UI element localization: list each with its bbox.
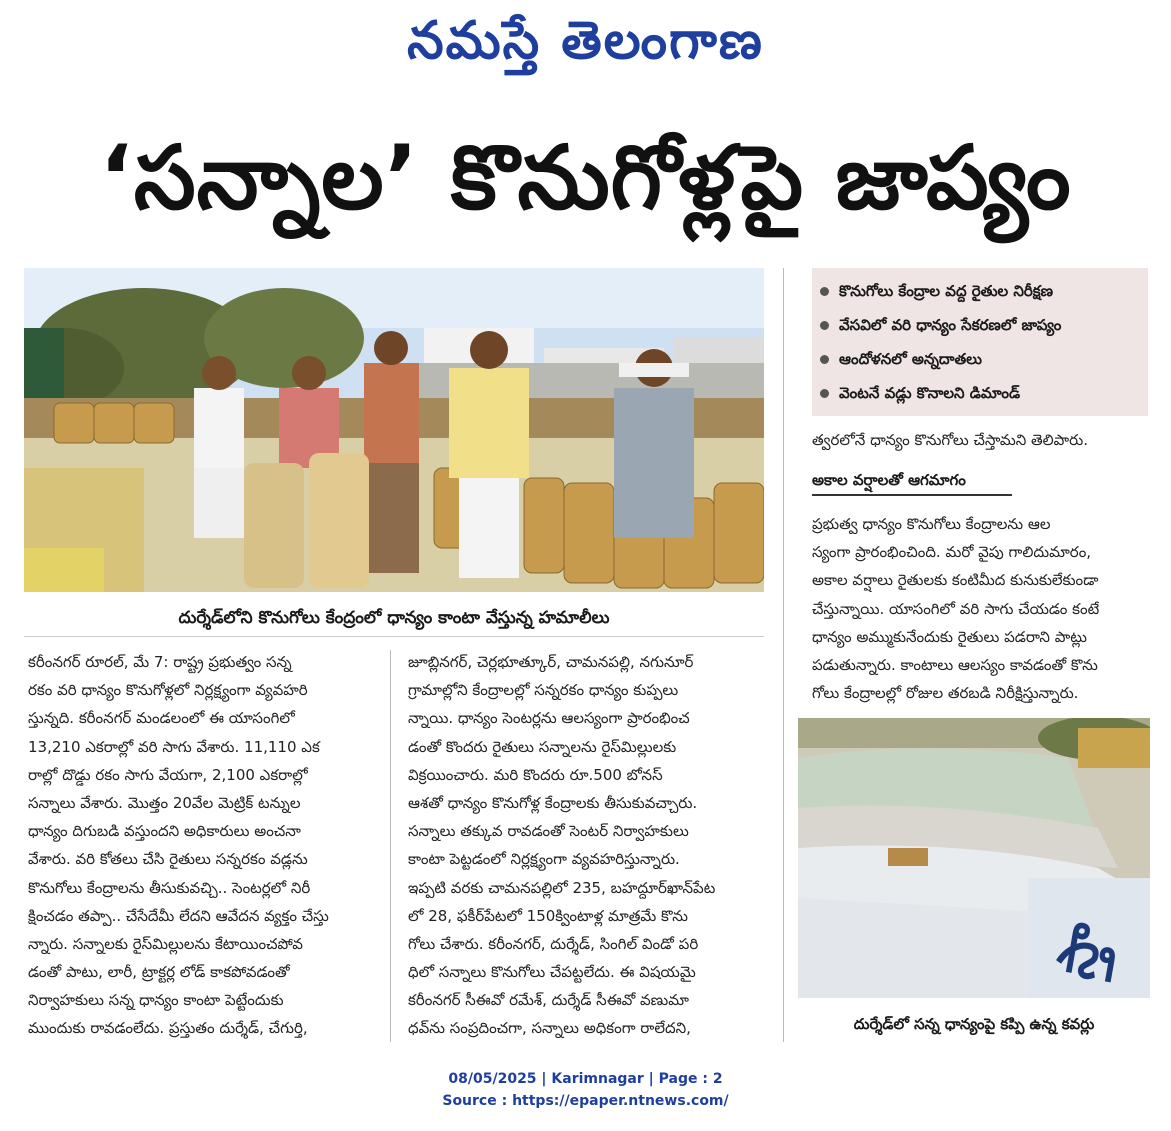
edition-info: 08/05/2025 | Karimnagar | Page : 2 (448, 1071, 723, 1087)
bullet-icon (820, 355, 829, 364)
article-line: జూబ్లినగర్, చెర్లభూత్కూర్, చామనపల్లి, నగునూర్ (408, 653, 694, 671)
highlight-item: వెంటనే వడ్లు కొనాలని డిమాండ్ (820, 376, 1148, 410)
column-divider (390, 650, 391, 1042)
page-footer (0, 1068, 1171, 1112)
article-line: స్తున్నది. కరీంనగర్ మండలంలో ఈ యాసంగిలో (28, 709, 295, 728)
article-column-3-top (812, 426, 1148, 454)
article-line: న్నారు. సన్నాలకు రైస్‌మిల్లులను కేటాయించపోవ (28, 934, 303, 953)
highlight-item: కొనుగోలు కేంద్రాల వద్ద రైతుల నిరీక్షణ (820, 274, 1148, 308)
article-line: ధవ్‌ను సంప్రదించగా, సన్నాలు అధికంగా రాలేదని, (408, 1019, 691, 1038)
article-line: త్వరలోనే ధాన్యం కొనుగోలు చేస్తామని తెలిపారు. (812, 431, 1088, 449)
source-link[interactable]: Source : https://epaper.ntnews.com/ (442, 1093, 729, 1109)
highlight-item: వేసవిలో వరి ధాన్యం సేకరణలో జాప్యం (820, 308, 1148, 342)
article-column-2 (408, 648, 768, 1043)
photo-workers-weighing-grain (24, 268, 764, 592)
article-line: కొనుగోలు కేంద్రాలను తీసుకువచ్చి.. సెంటర్లలో నిరీ (28, 878, 311, 897)
article-line: స్యంగా ప్రారంభించింది. మరో వైపు గాలిదుమారం, (812, 543, 1092, 562)
article-line: చేస్తున్నాయి. యాసంగిలో వరి సాగు చేయడం కంటే (812, 599, 1100, 618)
bullet-icon (820, 389, 829, 398)
bullet-icon (820, 287, 829, 296)
bullet-icon (820, 321, 829, 330)
article-line: ఇప్పటి వరకు చామనపల్లిలో 235, బహద్దూర్‌ఖాన్‌పేట (408, 878, 716, 897)
subheading: అకాల వర్షాలతో ఆగమాగం (812, 466, 1012, 496)
article-line: కరీంనగర్ సీఈవో రమేశ్, దుర్శేడ్ సీఈవో వణుమా (408, 991, 689, 1010)
article-line: 13,210 ఎకరాల్లో వరి సాగు వేశారు. 11,110 ఎక (28, 737, 320, 756)
article-line: సన్నాలు వేశారు. మొత్తం 20వేల మెట్రిక్ టన్నుల (28, 793, 301, 812)
article-line: క్షించడం తప్పా.. చేసేదేమీ లేదని ఆవేదన వ్యక్తం చేస్తు (28, 906, 329, 925)
article-line: రకం వరి ధాన్యం కొనుగోళ్లలో నిర్లక్ష్యంగా వ్యవహరి (28, 681, 308, 700)
bag-print-text: స్తా (1043, 917, 1115, 984)
article-line: ధిలో సన్నాలు కొనుగోలు చేపట్టలేదు. ఈ విషయమై (408, 963, 696, 982)
article-line: నిర్వాహకులు సన్న ధాన్యం కాంటా పెట్టేందుకు (28, 991, 284, 1010)
article-line: అకాల వర్షాలు రైతులకు కంటిమీద కునుకులేకుండా (812, 571, 1099, 590)
article-column-3 (812, 510, 1148, 707)
article-line: ధాన్యం దిగుబడి వస్తుందని అధికారులు అంచనా (28, 822, 301, 841)
article-line: ముందుకు రావడంలేదు. ప్రస్తుతం దుర్శేడ్, చేగుర్తి, (28, 1019, 308, 1038)
article-line: న్నాయి. ధాన్యం సెంటర్లను ఆలస్యంగా ప్రారంభించ (408, 709, 690, 728)
article-line: గోలు కేంద్రాలల్లో రోజుల తరబడి నిరీక్షిస్తున్నారు. (812, 684, 1079, 703)
article-line: కరీంనగర్ రూరల్, మే 7: రాష్ట్ర ప్రభుత్వం సన్న (28, 653, 292, 671)
article-line: లో 28, ఫకీర్‌పేటలో 150క్వింటాళ్ల మాత్రమే కొను (408, 906, 688, 925)
article-line: రాల్లో దొడ్డు రకం సాగు వేయగా, 2,100 ఎకరాల్లో (28, 765, 308, 784)
masthead-logo: నమస్తే తెలంగాణ (407, 10, 764, 71)
photo1-caption: దుర్శేడ్‌లోని కొనుగోలు కేంద్రంలో ధాన్యం కాంటా వేస్తున్న హమాలీలు (24, 600, 764, 637)
article-line: గ్రామాల్లోని కేంద్రాలల్లో సన్నరకం ధాన్యం కుప్పలు (408, 681, 679, 700)
article-line: సన్నాలు తక్కువ రావడంతో సెంటర్ నిర్వాహకులు (408, 822, 689, 841)
article-line: డంతో కొందరు రైతులు సన్నాలను రైస్‌మిల్లులకు (408, 737, 677, 756)
highlights-box (812, 268, 1148, 416)
article-line: గోలు చేశారు. కరీంనగర్, దుర్శేడ్, సింగిల్ విండో పరి (408, 934, 699, 953)
column-divider (783, 268, 784, 1042)
article-line: ఆశతో ధాన్యం కొనుగోళ్ల కేంద్రాలకు తీసుకువచ్చారు. (408, 793, 698, 812)
photo-covered-grain (798, 718, 1150, 998)
photo2-caption: దుర్శేడ్‌లో సన్న ధాన్యంపై కప్పి ఉన్న కవర్లు (853, 1015, 1095, 1033)
article-column-1 (28, 648, 382, 1043)
article-line: కాంటా పెట్టడంలో నిర్లక్ష్యంగా వ్యవహరిస్తున్నారు. (408, 850, 680, 869)
article-line: పడుతున్నారు. కాంటాలు ఆలస్యం కావడంతో కొను (812, 655, 1098, 674)
article-line: విక్రయించారు. మరి కొందరు రూ.500 బోనస్ (408, 765, 663, 784)
article-line: డంతో పాటు, లారీ, ట్రాక్టర్ల లోడ్ కాకపోవడంతో (28, 963, 290, 982)
article-line: ప్రభుత్వ ధాన్యం కొనుగోలు కేంద్రాలను ఆల (812, 515, 1051, 533)
headline: ‘సన్నాల’ కొనుగోళ్లపై జాప్యం (99, 126, 1072, 229)
highlight-item: ఆందోళనలో అన్నదాతలు (820, 342, 1148, 376)
article-line: ధాన్యం అమ్ముకునేందుకు రైతులు పడరాని పాట్లు (812, 627, 1087, 646)
article-line: వేశారు. వరి కోతలు చేసి రైతులు సన్నరకం వడ్లను (28, 850, 308, 869)
